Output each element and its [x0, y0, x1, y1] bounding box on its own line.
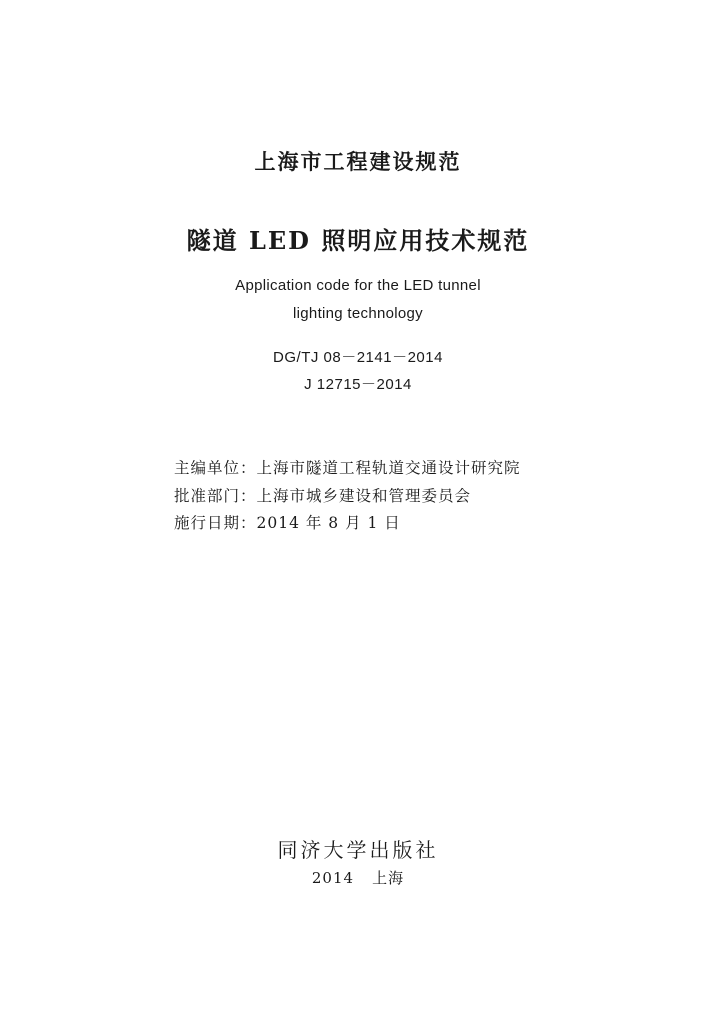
title-led: LED: [249, 226, 311, 255]
publication-place: [0, 867, 716, 888]
publication-city: 上海: [372, 869, 405, 887]
effective-date: 施行日期：2014 年 8 月 1 日: [174, 514, 401, 532]
title-prefix: 隧道: [186, 227, 249, 255]
english-title-line-2: lighting technology: [293, 305, 423, 322]
title-suffix: 照明应用技术规范: [310, 227, 530, 255]
editor-unit: 主编单位：上海市隧道工程轨道交通设计研究院: [174, 459, 521, 477]
english-title-line-1: Application code for the LED tunnel: [235, 277, 481, 294]
approving-department: 批准部门：上海市城乡建设和管理委员会: [174, 487, 472, 505]
publication-year: 2014: [311, 869, 355, 887]
record-code: J 12715－2014: [304, 376, 412, 393]
document-title: [0, 221, 716, 256]
publisher-name: 同济大学出版社: [277, 838, 439, 862]
standard-code: DG/TJ 08－2141－2014: [273, 349, 443, 366]
standard-series-heading: 上海市工程建设规范: [254, 150, 462, 174]
